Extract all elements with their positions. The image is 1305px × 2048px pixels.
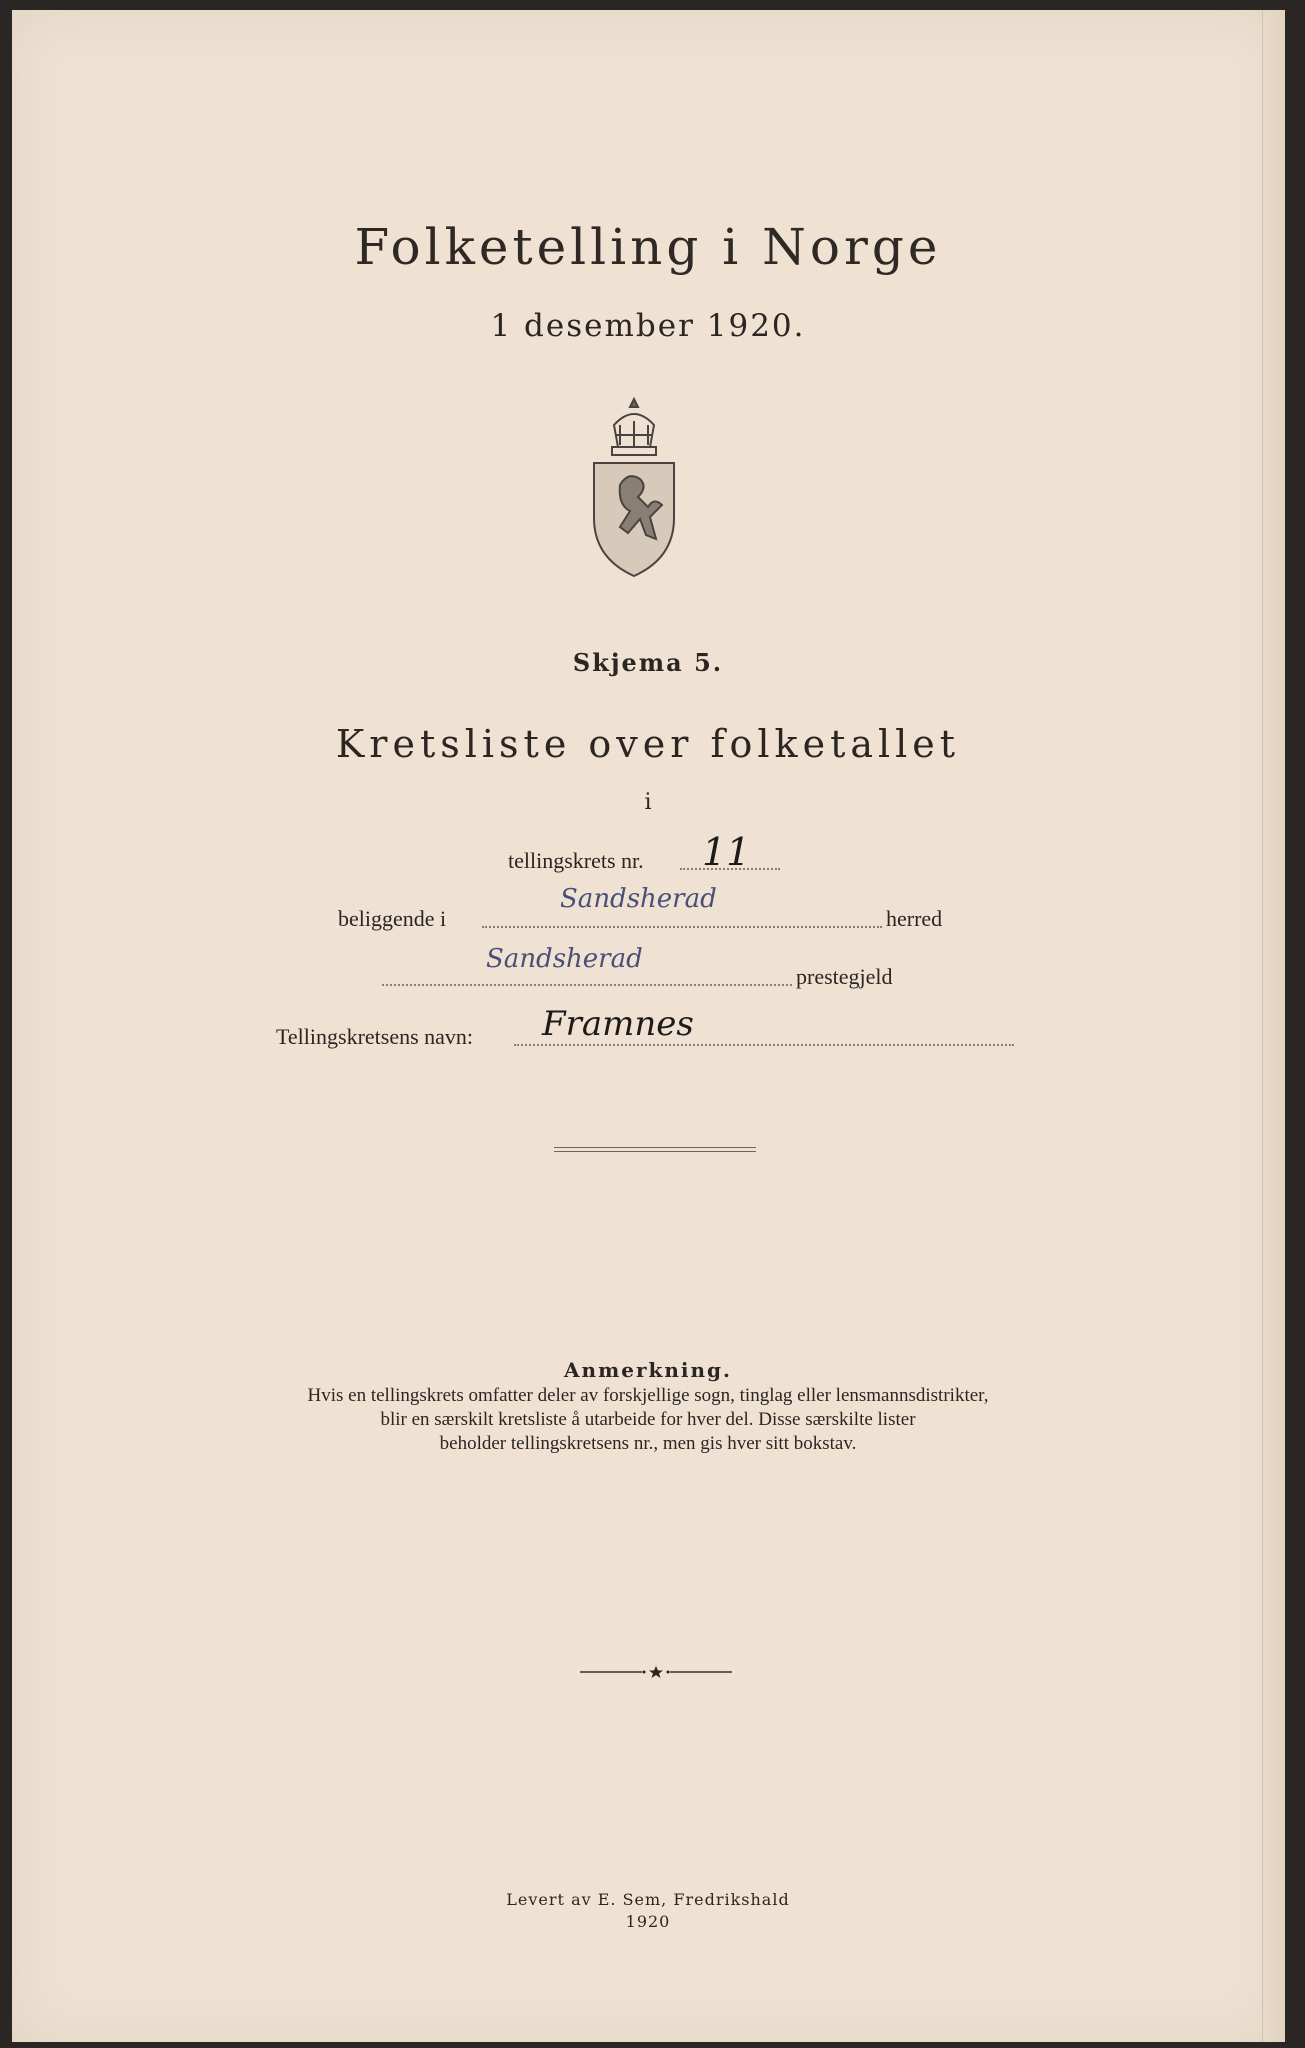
located-value: Sandsherad <box>560 884 717 914</box>
note-heading: Anmerkning. <box>564 1358 732 1382</box>
printer-year: 1920 <box>625 1912 671 1931</box>
parish-value: Sandsherad <box>486 944 643 974</box>
circle-name-label: Tellingskretsens navn: <box>276 1024 474 1049</box>
district-label: tellingskrets nr. <box>508 848 644 873</box>
note-line-2: blir en særskilt kretsliste å utarbeide for hver del. Disse særskilte lister <box>380 1409 916 1430</box>
divider-rule-top <box>554 1147 756 1148</box>
preposition: i <box>644 790 652 815</box>
located-dotted-line <box>482 926 882 928</box>
herred-label: herred <box>886 906 943 931</box>
document-date: 1 desember 1920. <box>490 308 806 344</box>
district-value: 11 <box>702 830 751 874</box>
list-heading: Kretsliste over folketallet <box>335 722 961 766</box>
note-line-3: beholder tellingskretsens nr., men gis hver sitt bokstav. <box>439 1433 857 1454</box>
star-ornament-icon <box>580 1666 732 1678</box>
document-page <box>12 10 1284 2042</box>
divider-rule-bottom <box>554 1151 756 1152</box>
circle-name-dotted-line <box>514 1044 1014 1046</box>
circle-name-value: Framnes <box>542 1004 694 1044</box>
printer-credit: Levert av E. Sem, Fredrikshald <box>506 1890 790 1909</box>
parish-label: prestegjeld <box>796 964 893 989</box>
located-label: beliggende i <box>338 906 447 931</box>
coat-of-arms-icon <box>584 395 684 580</box>
document-title: Folketelling i Norge <box>354 218 942 276</box>
parish-dotted-line <box>382 984 792 986</box>
schema-number: Skjema 5. <box>572 648 724 677</box>
note-line-1: Hvis en tellingskrets omfatter deler av forskjellige sogn, tinglag eller lensmannsdistrikter, <box>307 1385 989 1406</box>
